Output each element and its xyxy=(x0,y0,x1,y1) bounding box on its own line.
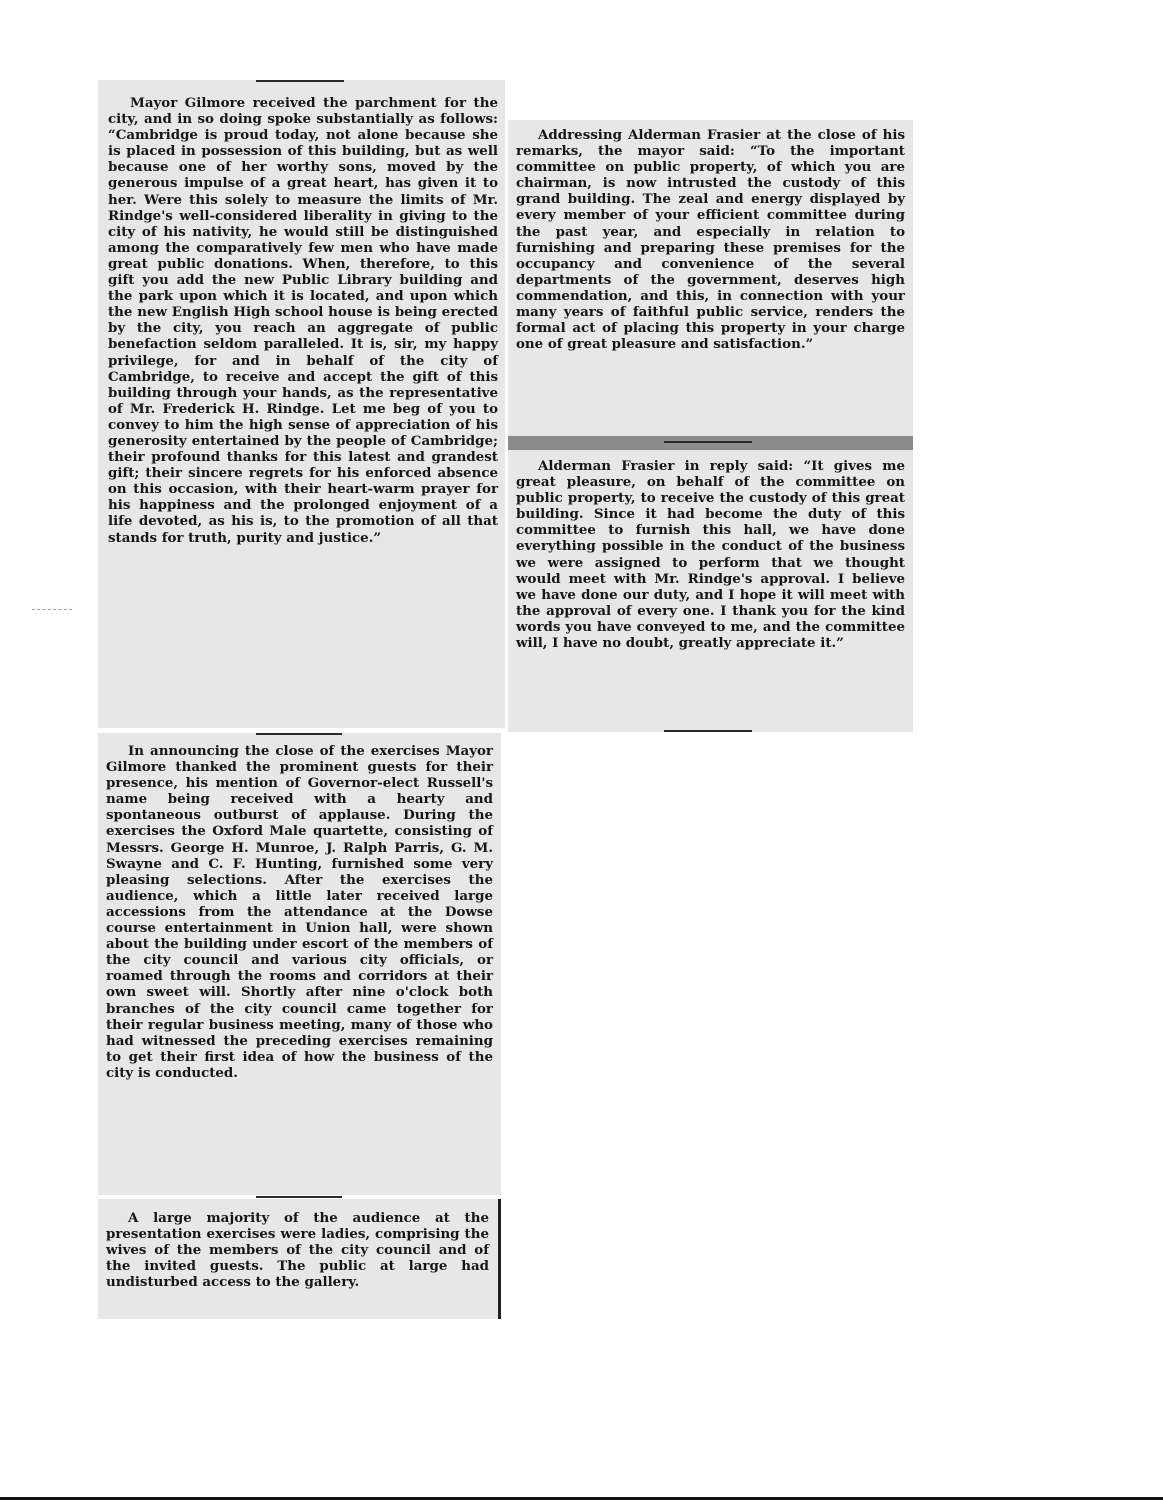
clipping-audience-ladies xyxy=(98,1199,499,1319)
column-rule xyxy=(256,1196,342,1198)
clipping-separator-band xyxy=(508,436,913,450)
clipping-frasier-reply xyxy=(508,450,913,732)
paragraph-frasier-reply: Alderman Frasier in reply said: “It gives me great pleasure, on behalf of the committee on public property, to receive the custody of this great building. Since it had become the duty of this committee to furnish this hall, we have done everything possible in the conduct of the business we were assigned to perform that we thought would meet with Mr. Rindge's approval. I believe we have done our duty, and I hope it will meet with the approval of every one. I thank you for the kind words you have conveyed to me, and the committee will, I have no doubt, greatly appreciate it.” xyxy=(516,458,905,652)
paragraph-mayor-gilmore: Mayor Gilmore received the parchment for the city, and in so doing spoke substantially as follows: “Cambridge is proud today, not alone because she is placed in possession of this building, but as well because one of her worthy sons, moved by the generous impulse of a great heart, has given it to her. Were this solely to measure the limits of Mr. Rindge's well-considered liberality in giving to the city of his nativity, he would still be distinguished among the comparatively few men who have made great public donations. When, therefore, to this gift you add the new Public Library building and the park upon which it is located, and upon which the new English High school house is being erected by the city, you reach an aggregate of public benefaction seldom paralleled. It is, sir, my happy privilege, for and in behalf of the city of Cambridge, to receive and accept the gift of this building through your hands, as the representative of Mr. Frederick H. Rindge. Let me beg of you to convey to him the high sense of appreciation of his generosity entertained by the people of Cambridge; their profound thanks for this latest and grandest gift; their sincere regrets for his enforced absence on this occasion, with their heart-warm prayer for his happiness and the prolonged enjoyment of a life devoted, as his is, to the promotion of all that stands for truth, purity and justice.” xyxy=(108,95,498,546)
paragraph-audience-ladies: A large majority of the audience at the presentation exercises were ladies, comprising the wives of the members of the city council and of the invited guests. The public at large had undisturbed access to the gallery. xyxy=(106,1210,489,1291)
paragraph-addressing-frasier: Addressing Alderman Frasier at the close of his remarks, the mayor said: “To the important committee on public property, of which you are chairman, is now intrusted the custody of this grand building. The zeal and energy displayed by every member of your efficient committee during the past year, and especially in relation to furnishing and preparing these premises for the occupancy and convenience of the several departments of the government, deserves high commendation, and this, in connection with your many years of faithful public service, renders the formal act of placing this property in your charge one of great pleasure and satisfaction.” xyxy=(516,127,905,353)
column-rule xyxy=(256,733,342,735)
column-rule-vertical xyxy=(498,1199,501,1319)
clipping-mayor-gilmore xyxy=(98,80,505,728)
clipping-close-of-exercises xyxy=(98,733,501,1195)
column-rule xyxy=(256,80,344,82)
clipping-addressing-frasier xyxy=(508,120,913,436)
column-rule xyxy=(664,730,752,732)
paragraph-close-of-exercises: In announcing the close of the exercises Mayor Gilmore thanked the prominent guests for their presence, his mention of Governor-elect Russell's name being received with a hearty and spontaneous outburst of applause. During the exercises the Oxford Male quartette, consisting of Messrs. George H. Munroe, J. Ralph Parris, G. M. Swayne and C. F. Hunting, furnished some very pleasing selections. After the exercises the audience, which a little later received large accessions from the attendance at the Dowse course entertainment in Union hall, were shown about the building under escort of the members of the city council and various city officials, or roamed through the rooms and corridors at their own sweet will. Shortly after nine o'clock both branches of the city council came together for their regular business meeting, many of those who had witnessed the preceding exercises remaining to get their first idea of how the business of the city is conducted. xyxy=(106,743,493,1081)
column-rule xyxy=(664,441,752,443)
margin-mark xyxy=(32,609,72,611)
